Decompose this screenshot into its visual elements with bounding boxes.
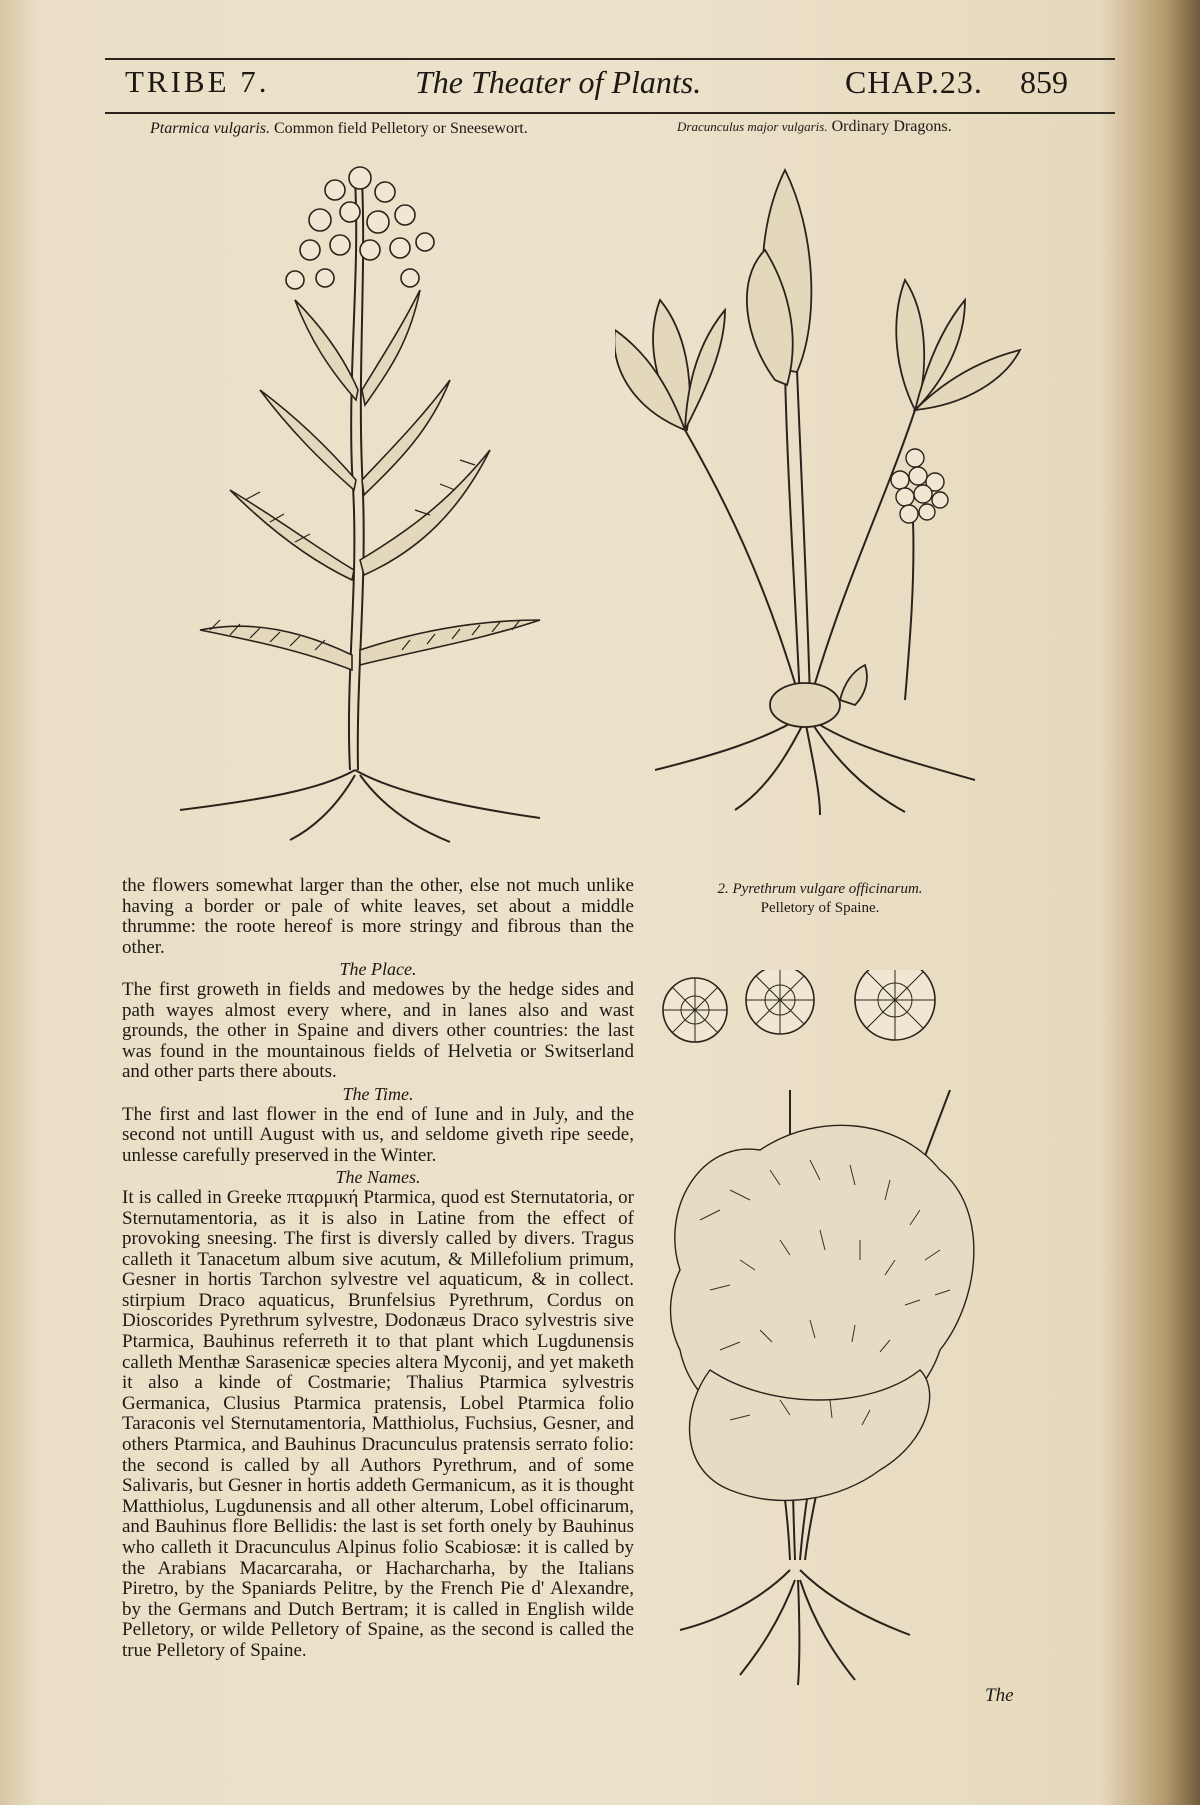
pellitory-of-spain-woodcut-illustration <box>640 970 1020 1690</box>
header-chapter: CHAP.23. <box>845 64 983 100</box>
sneezewort-woodcut-illustration <box>120 150 600 850</box>
fig3-caption <box>690 880 950 918</box>
fig2-caption <box>677 118 952 136</box>
page-number: 859 <box>1020 64 1068 100</box>
fig2-caption-english: Ordinary Dragons. <box>831 118 952 135</box>
names-heading: The Names. <box>335 1167 421 1188</box>
place-paragraph: The first groweth in fields and medowes by the hedge sides and path wayes almost every where, and in lanes also and wast grounds, the other in Spaine and divers other countries: the last was found in the mountainous fields of Helvetia or Switserland and other parts there abouts. <box>122 978 634 1083</box>
fig3-caption-latin: 2. Pyrethrum vulgare officinarum. <box>717 881 923 897</box>
dragons-arum-woodcut-illustration <box>615 140 1025 820</box>
catchword: The <box>985 1685 1014 1706</box>
running-header <box>125 60 1115 104</box>
body-text-column <box>122 876 634 1662</box>
names-paragraph: It is called in Greeke πταρμική Ptarmica, quod est Sternutatoria, or Sternutamentoria, as it is also in Latine from the effect of provoking sneesing. The first is diversly called by divers. Tragus calleth it Tanacetum album sive acutum, & Millefolium primum, Gesner in hortis Tarchon sylvestre vel aquaticum, & in collect. stirpium Draco aquaticus, Brunfelsius Pyrethrum, Cordus on Dioscorides Pyrethrum sylvestre, Dodonæus Draco sylvestris sive Ptarmica, Bauhinus referreth it to that plant which Lugdunensis calleth Menthæ Sarasenicæ species altera Myconij, and yet maketh it also a kinde of Costmarie; Thalius Ptarmica sylvestris Germanica, Clusius Ptarmica pratensis, Lobel Ptarmica folio Taraconis vel Sternutamentoria, Matthiolus, Fuchsius, Gesner, and others Ptarmica, and Bauhinus Dracunculus pratensis serrato folio: the second is called by all Authors Pyrethrum, and of some Salivaris, but Gesner in hortis addeth Germanicum, as it is thought Matthiolus, Lugdunensis and all other alterum, Lobel officinarum, and Bauhinus flore Bellidis: the last is set forth onely by Bauhinus who calleth it Dracunculus Alpinus folio Scabiosæ: it is called by the Arabians Macarcaraha, or Hacharcharha, by the Italians Piretro, by the Spaniards Pelitre, by the French Pie d' Alexandre, by the Germans and Dutch Bertram; it is called in English wilde Pelletory, or wilde Pelletory of Spaine, as the second is called the true Pelletory of Spaine. <box>122 1186 634 1661</box>
time-paragraph: The first and last flower in the end of Iune and in July, and the second not untill August with us, and seldome giveth ripe seede, unlesse carefully preserved in the Winter. <box>122 1103 634 1166</box>
place-heading: The Place. <box>339 959 417 980</box>
time-heading: The Time. <box>342 1083 414 1104</box>
fig1-caption <box>150 120 528 138</box>
header-title: The Theater of Plants. <box>415 64 702 100</box>
fig1-caption-latin: Ptarmica vulgaris. <box>150 120 270 137</box>
header-bottom-rule <box>105 112 1115 114</box>
header-tribe: TRIBE 7. <box>125 64 270 99</box>
fig2-caption-latin: Dracunculus major vulgaris. <box>677 119 828 134</box>
intro-paragraph: the flowers somewhat larger than the other, else not much unlike having a border or pale of white leaves, set about a middle thrumme: the roote hereof is more stringy and fibrous than the other. <box>122 875 634 958</box>
fig1-caption-english: Common field Pelletory or Sneesewort. <box>274 120 528 137</box>
fig3-caption-english: Pelletory of Spaine. <box>760 900 880 916</box>
